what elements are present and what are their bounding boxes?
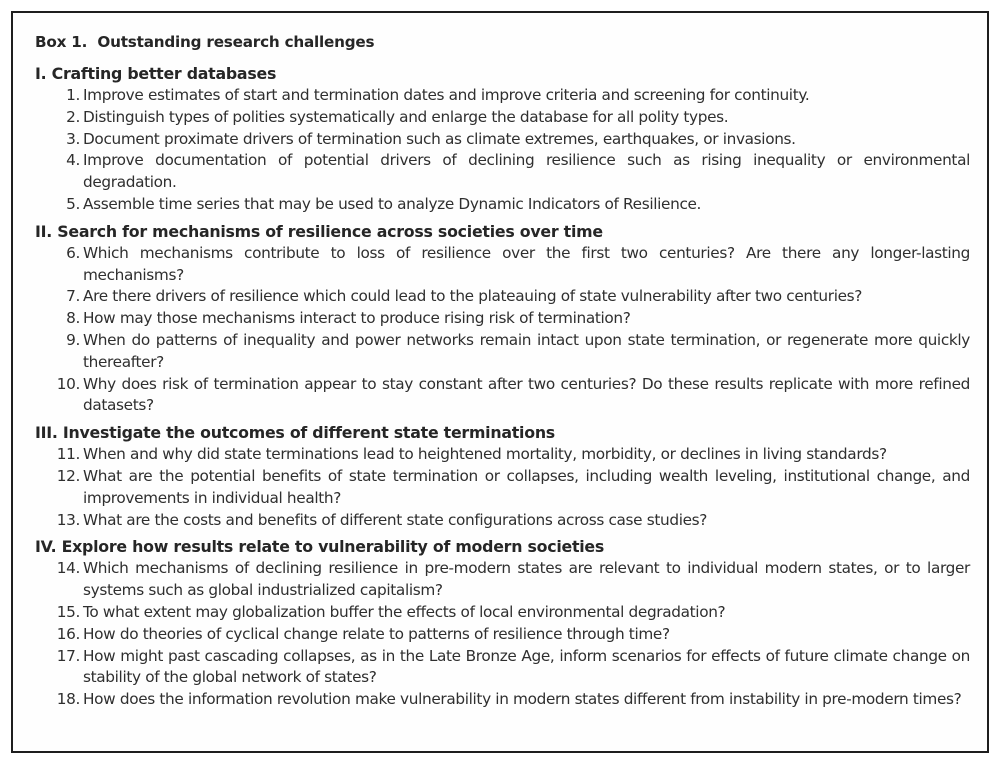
item-text: Improve estimates of start and termination dates and improve criteria and screening for continuity. (83, 86, 810, 104)
list-item (35, 107, 970, 129)
list-item (35, 129, 970, 151)
item-number: 7. (66, 287, 80, 306)
item-number: 3. (66, 129, 80, 148)
item-text: Improve documentation of potential drivers of declining resilience such as rising inequality or environmental degradation. (83, 151, 970, 192)
list-item (35, 374, 970, 418)
list-item (35, 466, 970, 510)
item-list (35, 85, 970, 216)
item-text: Document proximate drivers of termination such as climate extremes, earthquakes, or invasions. (83, 129, 796, 148)
list-item (35, 85, 970, 107)
list-item (35, 243, 970, 287)
research-challenges-box (11, 11, 989, 753)
item-number: 17. (56, 646, 80, 665)
list-item (35, 646, 970, 690)
list-item (35, 558, 970, 602)
list-item (35, 444, 970, 466)
item-text: Assemble time series that may be used to analyze Dynamic Indicators of Resilience. (83, 194, 702, 213)
item-text: Are there drivers of resilience which could lead to the plateauing of state vulnerability after two centuries? (83, 287, 863, 306)
list-item (35, 510, 970, 532)
item-list (35, 444, 970, 531)
item-text: To what extent may globalization buffer the effects of local environmental degradation? (83, 602, 726, 621)
list-item (35, 689, 970, 711)
section-heading: I. Crafting better databases (35, 64, 277, 83)
item-text: Which mechanisms contribute to loss of resilience over the first two centuries? Are there any longer-lasting mechanisms? (83, 243, 970, 284)
item-text: What are the costs and benefits of different state configurations across case studies? (83, 510, 708, 529)
item-number: 8. (66, 309, 80, 328)
section-heading: III. Investigate the outcomes of different state terminations (35, 423, 555, 443)
item-number: 13. (56, 510, 80, 529)
item-text: Which mechanisms of declining resilience in pre-modern states are relevant to individual modern states, or to larger systems such as global industrialized capitalism? (83, 559, 970, 600)
item-text: When do patterns of inequality and power networks remain intact upon state termination, or regenerate more quickly thereafter? (83, 330, 970, 371)
item-number: 12. (56, 466, 80, 485)
item-number: 11. (56, 445, 80, 464)
list-item (35, 602, 970, 624)
section-mechanisms-of-resilience (35, 221, 970, 417)
item-number: 1. (66, 86, 80, 104)
section-state-termination-outcomes (35, 422, 970, 531)
list-item (35, 308, 970, 330)
item-text: How does the information revolution make vulnerability in modern states different from instability in pre-modern times? (83, 690, 962, 709)
item-text: What are the potential benefits of state termination or collapses, including wealth leveling, institutional change, and improvements in individual health? (83, 466, 970, 507)
section-heading: II. Search for mechanisms of resilience across societies over time (35, 221, 603, 241)
item-text: Distinguish types of polities systematically and enlarge the database for all polity types. (83, 107, 729, 126)
item-number: 9. (66, 330, 80, 349)
item-number: 14. (56, 559, 80, 578)
list-item (35, 624, 970, 646)
section-heading: IV. Explore how results relate to vulnerability of modern societies (35, 537, 605, 557)
box-title: Box 1. Outstanding research challenges (35, 33, 375, 51)
item-list (35, 558, 970, 711)
item-text: How do theories of cyclical change relate to patterns of resilience through time? (83, 624, 670, 643)
item-text: Why does risk of termination appear to stay constant after two centuries? Do these results replicate with more refined datasets? (83, 374, 970, 415)
list-item (35, 286, 970, 308)
item-text: How might past cascading collapses, as in the Late Bronze Age, inform scenarios for effects of future climate change on stability of the global network of states? (83, 646, 970, 687)
list-item (35, 150, 970, 194)
item-number: 18. (56, 690, 80, 709)
item-number: 2. (66, 107, 80, 126)
item-number: 15. (56, 602, 80, 621)
section-modern-vulnerability (35, 536, 970, 711)
list-item (35, 194, 970, 216)
section-crafting-databases (35, 63, 970, 216)
item-number: 5. (66, 194, 80, 213)
item-text: When and why did state terminations lead to heightened mortality, morbidity, or declines in living standards? (83, 445, 887, 464)
item-number: 10. (56, 374, 80, 393)
item-number: 16. (56, 624, 80, 643)
item-text: How may those mechanisms interact to produce rising risk of termination? (83, 309, 631, 328)
list-item (35, 330, 970, 374)
box-content (35, 31, 970, 716)
item-list (35, 243, 970, 417)
item-number: 4. (66, 151, 80, 170)
item-number: 6. (66, 243, 80, 262)
